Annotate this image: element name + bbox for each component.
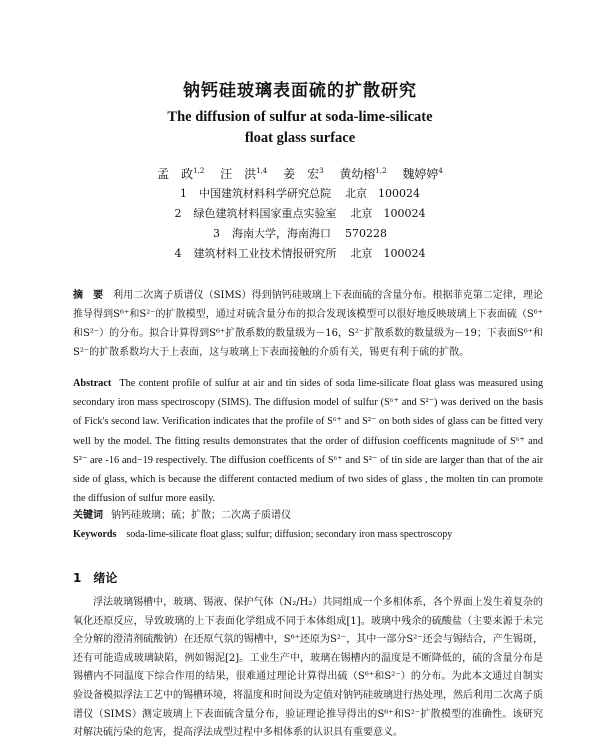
abstract-cn bbox=[73, 286, 543, 362]
affiliation-list bbox=[0, 184, 600, 264]
author bbox=[283, 167, 323, 181]
author-name: 孟 政 bbox=[157, 167, 194, 181]
affiliation-place: 北京 100024 bbox=[350, 247, 426, 260]
keywords-en-text: soda-lime-silicate float glass; sulfur; diffusion; secondary iron mass spectroscopy bbox=[126, 529, 453, 540]
author-affil-mark: 1,2 bbox=[193, 167, 205, 175]
author-affil-mark: 4 bbox=[438, 167, 443, 175]
affiliation bbox=[0, 204, 600, 224]
author bbox=[339, 167, 386, 181]
author-name: 魏婷婷 bbox=[402, 167, 439, 181]
abstract-en bbox=[73, 374, 543, 508]
affiliation-org: 中国建筑材料科学研究总院 bbox=[199, 187, 331, 200]
abstract-en-label: Abstract bbox=[73, 378, 112, 389]
keywords-en bbox=[73, 526, 543, 544]
author-name: 黄幼榕 bbox=[339, 167, 376, 181]
abstract-cn-label: 摘 要 bbox=[73, 290, 104, 301]
affiliation-org: 海南大学，海南海口 bbox=[232, 227, 331, 240]
abstract-cn-text: 利用二次离子质谱仪（SIMS）得到钠钙硅玻璃上下表面硫的含量分布。根据菲克第二定律，理论推导得到S⁶⁺和S²⁻的扩散模型，通过对硫含量分布的拟合发现该模型可以很好地反映玻璃上下表面硫（S⁶⁺和S²⁻）的分布。拟合计算得到S⁶⁺扩散系数的数量级为－16，S²⁻扩散系数的数量级为－19；下表面S⁶⁺和S²⁻的扩散系数均大于上表面，这与玻璃上下表面接触的介质有关，锡更有利于硫的扩散。 bbox=[73, 290, 544, 358]
author-affil-mark: 1,4 bbox=[256, 167, 268, 175]
abstract-en-text: The content profile of sulfur at air and tin sides of soda lime-silicate float glass was measured using secondary iron mass spectroscopy (SIMS). The diffusion model of sulfur (S⁶⁺ and S²⁻) was derived on the basis of Fick's second law. Verification indicates that the profile of S⁶⁺ and S²⁻ on both sides of glass can be fitted very well by the model. The fitting results demonstrates that the order of diffusion coefficents magnitude of S⁶⁺ and S²⁻ are -16 and−19 respectively. The diffusion coefficents of S⁶⁺ and S²⁻ of tin side are larger than that of the air side of glass, which is because the different contacted medium of two sides of glass , the molten tin can promote the diffusion of sulfur more easily. bbox=[73, 378, 543, 505]
keywords-cn bbox=[73, 507, 543, 525]
affiliation-place: 570228 bbox=[345, 227, 387, 240]
section-body: 浮法玻璃锡槽中，玻璃、锡液、保护气体（N₂/H₂）共同组成一个多相体系，各个界面上发生着复杂的氧化还原反应，导致玻璃的上下表面化学组成不同于本体组成[1]。玻璃中残余的硫酸盐（主要来源于未完全分解的澄清剂硫酸钠）在还原气氛的锡槽中，S⁶⁺还原为S²⁻，其中一部分S²⁻还会与锡结合，产生锡斑，还有可能造成玻璃缺陷，例如锡泥[2]。工业生产中，玻璃在锡槽内的温度是不断降低的，硫的含量分布是锡槽内不同温度下综合作用的结果，很难通过理论计算得出硫（S⁶⁺和S²⁻）的分布。为此本文通过自制实验设备模拟浮法工艺中的锡槽环境，将温度和时间设为定值对钠钙硅玻璃进行热处理，然后利用二次离子质谱仪（SIMS）测定玻璃上下表面硫含量分布，验证理论推导得出的S⁶⁺和S²⁻扩散模型的准确性。该研究对解决硫污染的危害，提高浮法成型过程中多相体系的认识具有重要意义。 bbox=[73, 597, 543, 739]
author-name: 汪 洪 bbox=[220, 167, 257, 181]
keywords-cn-text: 钠钙硅玻璃；硫；扩散；二次离子质谱仪 bbox=[111, 510, 291, 521]
keywords-en-label: Keywords bbox=[73, 529, 117, 540]
section-number: 1 bbox=[73, 571, 82, 585]
affiliation-number: 3 bbox=[213, 227, 220, 240]
author-list bbox=[0, 165, 600, 182]
keywords-cn-label: 关键词 bbox=[73, 510, 103, 521]
section-title: 绪论 bbox=[93, 571, 118, 585]
affiliation bbox=[0, 224, 600, 244]
author bbox=[402, 167, 442, 181]
author-affil-mark: 1,2 bbox=[375, 167, 387, 175]
paper-title-cn: 钠钙硅玻璃表面硫的扩散研究 bbox=[183, 81, 417, 101]
affiliation-number: 2 bbox=[174, 207, 182, 220]
affiliation bbox=[0, 184, 600, 204]
affiliation bbox=[0, 244, 600, 264]
affiliation-org: 绿色建筑材料国家重点实验室 bbox=[193, 207, 337, 220]
affiliation-org: 建筑材料工业技术情报研究所 bbox=[193, 247, 337, 260]
section-heading bbox=[73, 569, 117, 586]
author bbox=[220, 167, 267, 181]
affiliation-number: 1 bbox=[180, 187, 187, 200]
author bbox=[157, 167, 204, 181]
paper-title-en-line2: float glass surface bbox=[244, 130, 356, 146]
author-affil-mark: 3 bbox=[319, 167, 324, 175]
affiliation-place: 北京 100024 bbox=[350, 207, 426, 220]
affiliation-number: 4 bbox=[174, 247, 182, 260]
paper-title-en-line1: The diffusion of sulfur at soda-lime-silicate bbox=[167, 109, 433, 125]
author-name: 姜 宏 bbox=[283, 167, 320, 181]
affiliation-place: 北京 100024 bbox=[345, 187, 420, 200]
paper-title-en bbox=[0, 107, 600, 149]
